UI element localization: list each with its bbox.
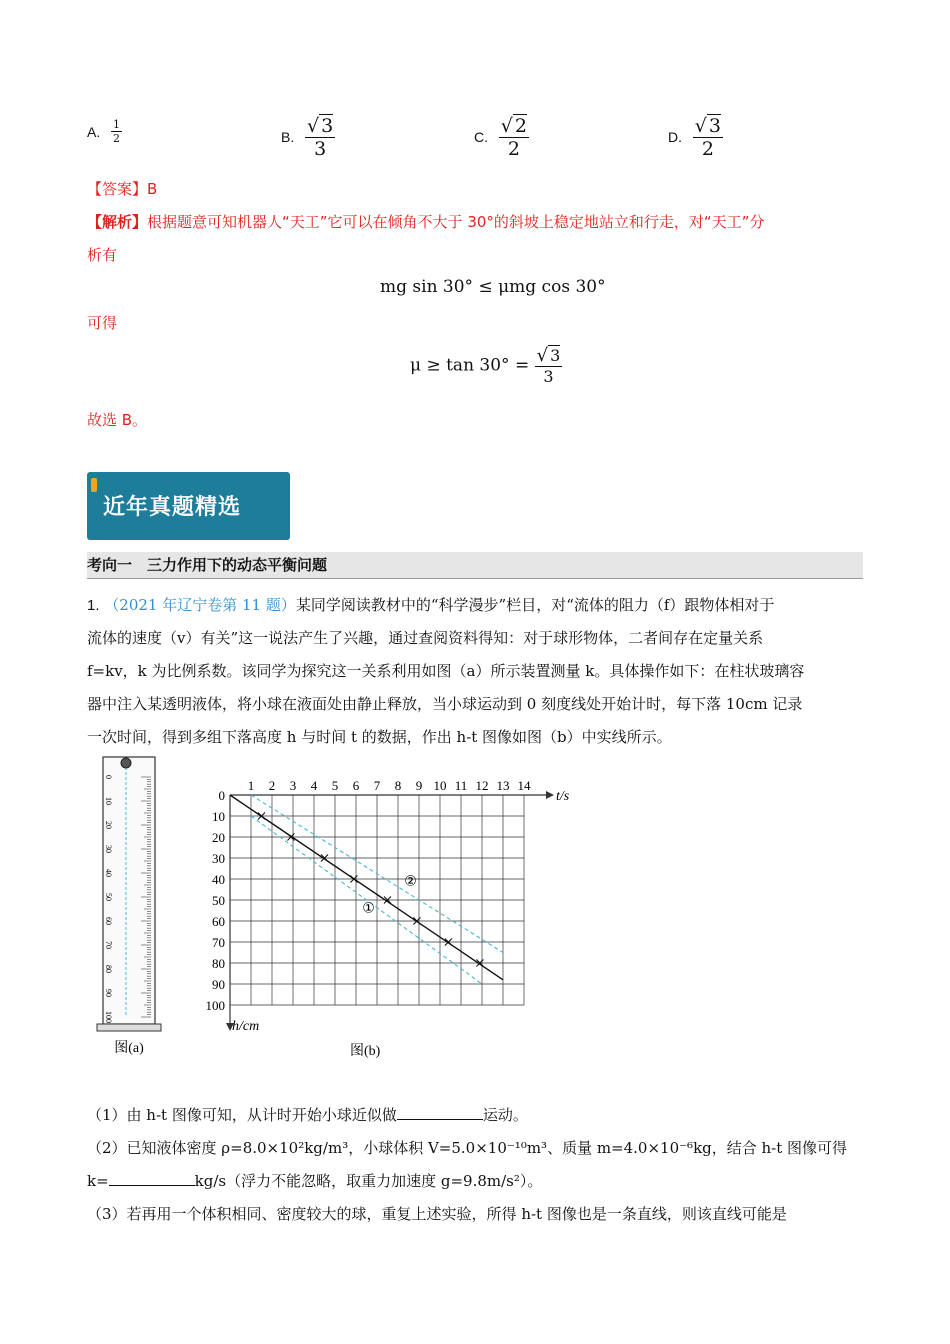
x-tick-label: 11 <box>454 778 468 793</box>
scale-label: 80 <box>104 965 113 973</box>
sqrt-icon: √ <box>307 115 320 137</box>
x-tick-label: 9 <box>415 778 423 793</box>
figure-b-caption: 图(b) <box>350 1044 381 1059</box>
x-tick-label: 7 <box>373 778 381 793</box>
solid-fit-line <box>230 795 503 980</box>
y-tick-label: 70 <box>212 935 225 950</box>
conclusion-text: 故选 B。 <box>87 411 148 429</box>
option-a-label: A. <box>87 123 101 140</box>
y-tick-label: 50 <box>212 893 225 908</box>
question-line-1: 1. （2021 年辽宁卷第 11 题）某同学阅读教材中的“科学漫步”栏目，对“流体的阻力（f）跟物体相对于 <box>87 596 775 614</box>
sqrt-icon: √ <box>694 115 707 137</box>
option-c-fraction: $\frac{√ 2}{2}$ <box>500 115 527 160</box>
scale-label: 40 <box>104 869 113 877</box>
section-title: 考向一 三力作用下的动态平衡问题 <box>87 552 863 579</box>
analysis-text-1: 根据题意可知机器人“天工”它可以在倾角不大于 30°的斜坡上稳定地站立和行走，对“天工”分 <box>147 213 765 231</box>
analysis-line-1 <box>87 205 863 239</box>
y-tick-label: 20 <box>212 830 225 845</box>
x-tick-label: 6 <box>352 778 360 793</box>
scale-label: 30 <box>104 845 113 853</box>
x-axis-arrow-icon <box>546 791 554 799</box>
answer-blank-2[interactable] <box>109 1171 195 1186</box>
y-tick-label: 80 <box>212 956 225 971</box>
scale-label: 50 <box>104 893 113 901</box>
cylinder-base <box>97 1024 161 1031</box>
x-axis-label: t/s <box>556 789 570 804</box>
chart-series <box>230 795 503 984</box>
option-c[interactable] <box>474 114 529 160</box>
x-tick-labels <box>248 778 531 793</box>
option-c-label: C. <box>474 129 488 145</box>
figure-a-caption: 图(a) <box>114 1041 144 1056</box>
analysis-line-2: 析有 <box>87 246 118 264</box>
y-tick-label: 60 <box>212 914 225 929</box>
scale-label: 70 <box>104 941 113 949</box>
figure-a-cylinder <box>85 755 175 1060</box>
y-tick-labels <box>206 788 226 1013</box>
x-tick-label: 14 <box>517 778 531 793</box>
question-source: （2021 年辽宁卷第 11 题） <box>104 596 296 614</box>
option-a[interactable] <box>87 118 122 145</box>
kede-text: 可得 <box>87 314 118 332</box>
scale-label: 90 <box>104 989 113 997</box>
scale-label: 0 <box>104 775 113 779</box>
subquestion-2-line-1: （2）已知液体密度 ρ=8.0×10²kg/m³，小球体积 V=5.0×10⁻¹⁰m³、质量 m=4.0×10⁻⁶kg，结合 h-t 图像可得 <box>87 1139 848 1157</box>
equation-2-fraction: $\frac{√ 3}{3}$ <box>536 345 561 386</box>
question-number: 1. <box>87 597 100 614</box>
y-tick-label: 30 <box>212 851 225 866</box>
y-axis-label: h/cm <box>232 1019 260 1034</box>
banner-accent <box>91 478 97 492</box>
section-banner <box>87 472 290 540</box>
option-a-fraction: $\frac{1}{2}$ <box>113 118 121 145</box>
x-tick-label: 8 <box>394 778 402 793</box>
question-line-5: 一次时间，得到多组下落高度 h 与时间 t 的数据，作出 h-t 图像如图（b）中实线所示。 <box>87 728 672 746</box>
chart-annotations <box>362 874 417 916</box>
equation-2: μ ≥ tan 30° = $\frac{√ 3}{3}$ <box>410 345 561 386</box>
sqrt-icon: √ <box>536 345 549 366</box>
scale-label: 10 <box>104 797 113 805</box>
equation-1: mg sin 30° ≤ μmg cos 30° <box>380 277 606 297</box>
x-tick-label: 12 <box>475 778 489 793</box>
y-tick-label: 10 <box>212 809 225 824</box>
option-b-fraction: $\frac{√ 3}{3}$ <box>307 115 334 160</box>
x-tick-label: 5 <box>331 778 339 793</box>
option-b[interactable] <box>281 114 335 160</box>
analysis-tag: 【解析】 <box>87 213 148 231</box>
x-tick-label: 10 <box>433 778 447 793</box>
subquestion-2-line-2: k= kg/s（浮力不能忽略，取重力加速度 g=9.8m/s²）。 <box>87 1172 543 1190</box>
x-tick-label: 2 <box>268 778 276 793</box>
option-d-label: D. <box>668 129 682 145</box>
x-tick-label: 1 <box>247 778 255 793</box>
y-tick-label: 90 <box>212 977 225 992</box>
y-tick-label: 0 <box>218 788 225 803</box>
line-annotation: ② <box>404 874 417 890</box>
question-line-3: f=kv，k 为比例系数。该同学为探究这一关系利用如图（a）所示装置测量 k。具体操作如下：在柱状玻璃容 <box>87 662 805 680</box>
option-d[interactable] <box>668 114 723 160</box>
option-d-fraction: $\frac{√ 3}{2}$ <box>694 115 721 160</box>
x-tick-label: 4 <box>310 778 318 793</box>
x-tick-label: 13 <box>496 778 510 793</box>
y-tick-label: 100 <box>205 998 225 1013</box>
scale-label: 20 <box>104 821 113 829</box>
question-line-4: 器中注入某透明液体，将小球在液面处由静止释放，当小球运动到 0 刻度线处开始计时，每下落 10cm 记录 <box>87 695 803 713</box>
answer-blank-1[interactable] <box>397 1105 483 1120</box>
figure-b-chart <box>195 775 595 1065</box>
subquestion-1: （1）由 h-t 图像可知，从计时开始小球近似做 运动。 <box>87 1106 528 1124</box>
line-annotation: ① <box>362 901 375 917</box>
y-tick-label: 40 <box>212 872 225 887</box>
scale-label: 100 <box>104 1011 113 1023</box>
ball-icon <box>121 758 131 768</box>
answer-line: 【答案】B <box>87 180 158 198</box>
chart-grid <box>226 791 554 1031</box>
x-tick-label: 3 <box>289 778 297 793</box>
subquestion-3: （3）若再用一个体积相同、密度较大的球，重复上述实验，所得 h-t 图像也是一条直线，则该直线可能是 <box>87 1205 787 1223</box>
scale-label: 60 <box>104 917 113 925</box>
sqrt-icon: √ <box>500 115 513 137</box>
question-line-2: 流体的速度（v）有关”这一说法产生了兴趣，通过查阅资料得知：对于球形物体，二者间存在定量关系 <box>87 629 764 647</box>
option-b-label: B. <box>281 129 295 145</box>
banner-title: 近年真题精选 <box>103 495 242 520</box>
